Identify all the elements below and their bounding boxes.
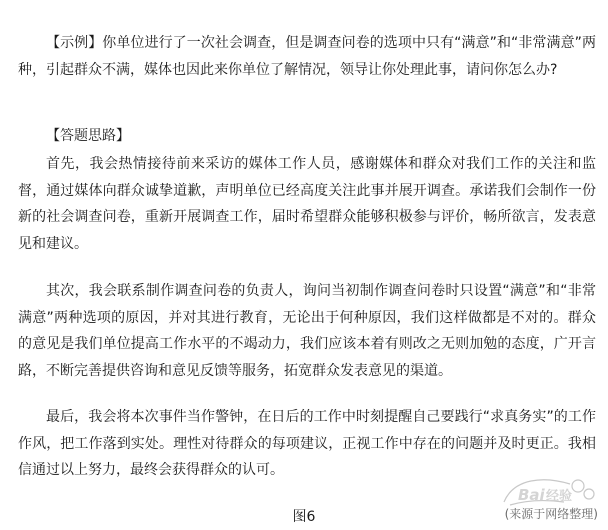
example-question-paragraph: 【示例】你单位进行了一次社会调查，但是调查问卷的选项中只有“满意”和“非常满意”两种，引起群众不满，媒体也因此来你单位了解情况，领导让你处理此事，请问你怎么办? — [18, 35, 596, 78]
answer-approach-heading: 【答题思路】 — [46, 128, 130, 144]
svg-text:经验: 经验 — [546, 489, 573, 504]
answer-paragraph-third: 最后，我会将本次事件当作警钟，在日后的工作中时刻提醒自己要践行“求真务实”的工作作风，把工作落到实处。理性对待群众的每项建议，正视工作中存在的问题并及时更正。我相信通过以上努力，最终会获得群众的认可。 — [18, 409, 596, 478]
figure-caption: 图6 — [292, 509, 316, 525]
answer-paragraph-second: 其次，我会联系制作调查问卷的负责人，询问当初制作调查问卷时只设置“满意”和“非常满意”两种选项的原因，并对其进行教育，无论出于何种原因，我们这样做都是不对的。群众的意见是我们单位提高工作水平的不竭动力，我们应该本着有则改之无则加勉的态度，广开言路，不断完善提供咨询和意见反馈等服务，拓宽群众发表意见的渠道。 — [18, 283, 596, 379]
answer-paragraph-first: 首先，我会热情接待前来采访的媒体工作人员，感谢媒体和群众对我们工作的关注和监督，通过媒体向群众诚挚道歉，声明单位已经高度关注此事并展开调查。承诺我们会制作一份新的社会调查问卷，重新开展调查工作，届时希望群众能够积极参与评价，畅所欲言，发表意见和建议。 — [18, 156, 596, 252]
watermark-source-caption: (来源于网络整理) — [504, 507, 598, 521]
svg-text:Bai: Bai — [518, 486, 545, 504]
